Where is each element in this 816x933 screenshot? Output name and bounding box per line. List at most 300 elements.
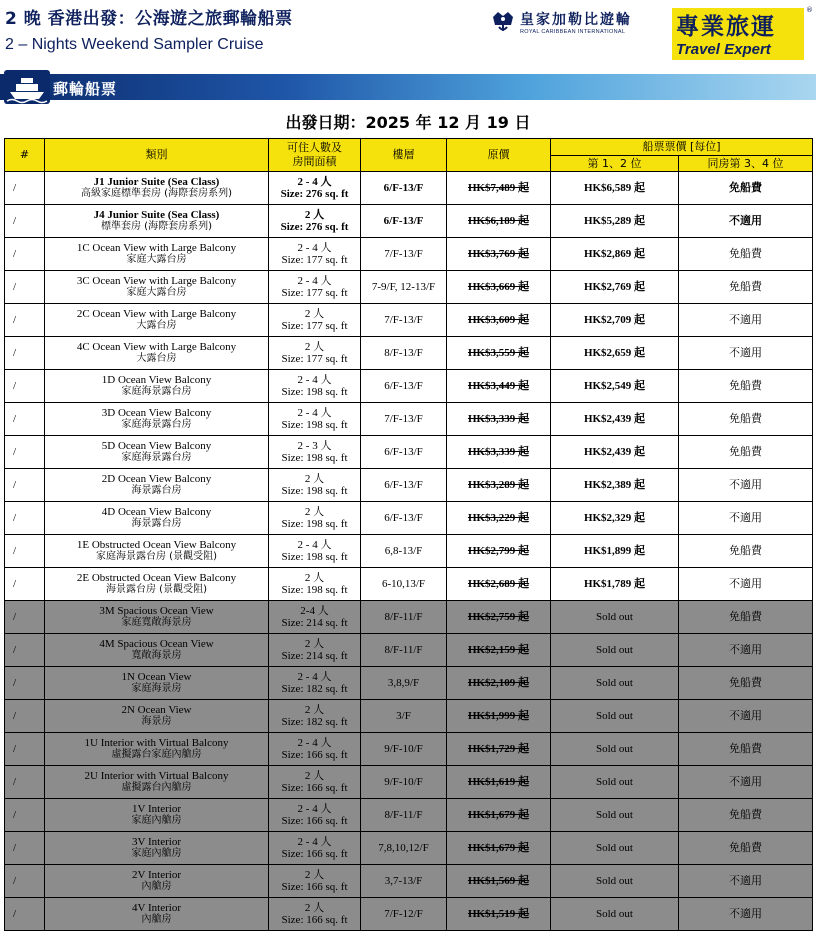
row-number: / <box>5 634 45 667</box>
occupancy-cell <box>269 766 361 799</box>
cabin-category-cn: 高級家庭標準套房 (海際套房系列) <box>81 188 232 199</box>
deck: 3,7-13/F <box>361 865 447 898</box>
original-price: HK$2,109 起 <box>447 667 551 700</box>
cabin-category-en: 3C Ocean View with Large Balcony <box>76 275 237 287</box>
row-number: / <box>5 700 45 733</box>
cabin-category-cn: 海景露台房 (景觀受阻) <box>106 584 207 595</box>
occupancy: 2-4 人 <box>300 605 329 617</box>
occupancy: 2 - 4 人 <box>297 836 332 848</box>
original-price: HK$2,689 起 <box>447 568 551 601</box>
cabin-category <box>45 799 269 832</box>
cabin-category-en: 2E Obstructed Ocean View Balcony <box>76 572 237 584</box>
fare-guest-3-4: 不適用 <box>679 898 813 931</box>
occupancy: 2 人 <box>304 572 325 584</box>
cabin-category-en: 2N Ocean View <box>121 704 192 716</box>
fare-guest-1-2: Sold out <box>551 733 679 766</box>
fare-guest-3-4: 不適用 <box>679 469 813 502</box>
occupancy: 2 - 4 人 <box>297 539 332 551</box>
row-number: / <box>5 601 45 634</box>
original-price: HK$3,229 起 <box>447 502 551 535</box>
rci-name-en: ROYAL CARIBBEAN INTERNATIONAL <box>520 29 626 35</box>
cabin-size: Size: 166 sq. ft <box>281 749 348 761</box>
row-number: / <box>5 205 45 238</box>
fare-guest-3-4: 免船費 <box>679 436 813 469</box>
row-number: / <box>5 865 45 898</box>
cabin-category-en: 4D Ocean View Balcony <box>101 506 212 518</box>
table-row <box>5 469 813 502</box>
fare-guest-1-2: Sold out <box>551 898 679 931</box>
occupancy-cell <box>269 304 361 337</box>
row-number: / <box>5 832 45 865</box>
fare-guest-1-2: Sold out <box>551 601 679 634</box>
fare-guest-3-4: 免船費 <box>679 271 813 304</box>
cabin-category-en: 4C Ocean View with Large Balcony <box>76 341 237 353</box>
fare-guest-3-4: 免船費 <box>679 172 813 205</box>
deck: 8/F-11/F <box>361 601 447 634</box>
occupancy: 2 人 <box>304 341 325 353</box>
cabin-size: Size: 276 sq. ft <box>280 188 349 200</box>
cabin-category <box>45 865 269 898</box>
occupancy-cell <box>269 337 361 370</box>
cabin-category <box>45 436 269 469</box>
occupancy: 2 - 3 人 <box>297 440 332 452</box>
occupancy-cell <box>269 667 361 700</box>
fare-guest-1-2: HK$2,549 起 <box>551 370 679 403</box>
occupancy-cell <box>269 832 361 865</box>
cabin-size: Size: 182 sq. ft <box>281 683 348 695</box>
page-title: 2 晚 香港出發：公海遊之旅郵輪船票 <box>5 9 293 29</box>
cabin-category-cn: 家庭海景房 <box>131 683 182 694</box>
table-row <box>5 238 813 271</box>
cabin-size: Size: 166 sq. ft <box>281 881 348 893</box>
fare-guest-1-2: HK$2,439 起 <box>551 436 679 469</box>
row-number: / <box>5 799 45 832</box>
cabin-category-cn: 家庭內艙房 <box>131 815 182 826</box>
fare-guest-1-2: Sold out <box>551 799 679 832</box>
royal-caribbean-logo <box>490 8 640 38</box>
cabin-category <box>45 766 269 799</box>
cabin-category-cn: 內艙房 <box>141 881 172 892</box>
original-price: HK$3,609 起 <box>447 304 551 337</box>
original-price: HK$3,289 起 <box>447 469 551 502</box>
table-row <box>5 865 813 898</box>
cabin-category-cn: 家庭海景露台房 <box>121 386 192 397</box>
fare-guest-3-4: 不適用 <box>679 700 813 733</box>
deck: 7/F-13/F <box>361 238 447 271</box>
occupancy: 2 - 4 人 <box>297 737 332 749</box>
original-price: HK$2,159 起 <box>447 634 551 667</box>
occupancy: 2 人 <box>304 638 325 650</box>
deck: 6/F-13/F <box>361 205 447 238</box>
table-row <box>5 436 813 469</box>
occupancy-cell <box>269 238 361 271</box>
cabin-category <box>45 700 269 733</box>
header-guest-1-2: 第 1、2 位 <box>551 156 679 172</box>
cabin-category <box>45 502 269 535</box>
occupancy-cell <box>269 403 361 436</box>
fare-guest-3-4: 免船費 <box>679 535 813 568</box>
fare-guest-3-4: 免船費 <box>679 733 813 766</box>
cabin-category <box>45 370 269 403</box>
cabin-size: Size: 198 sq. ft <box>281 518 348 530</box>
deck: 3,8,9/F <box>361 667 447 700</box>
occupancy-cell <box>269 799 361 832</box>
cabin-category-en: 1U Interior with Virtual Balcony <box>84 737 229 749</box>
occupancy-cell <box>269 271 361 304</box>
cabin-category-cn: 大露台房 <box>136 353 177 364</box>
occupancy-cell <box>269 568 361 601</box>
original-price: HK$2,799 起 <box>447 535 551 568</box>
cabin-category <box>45 832 269 865</box>
deck: 6/F-13/F <box>361 370 447 403</box>
row-number: / <box>5 436 45 469</box>
cabin-size: Size: 198 sq. ft <box>281 386 348 398</box>
original-price: HK$3,449 起 <box>447 370 551 403</box>
cabin-category-cn: 大露台房 <box>136 320 177 331</box>
fare-guest-1-2: HK$2,389 起 <box>551 469 679 502</box>
cabin-size: Size: 198 sq. ft <box>281 419 348 431</box>
original-price: HK$2,759 起 <box>447 601 551 634</box>
header-occupancy: 可住人數及 房間面積 <box>269 139 361 172</box>
fare-guest-1-2: HK$2,329 起 <box>551 502 679 535</box>
cabin-category-en: 1E Obstructed Ocean View Balcony <box>76 539 237 551</box>
occupancy-cell <box>269 535 361 568</box>
fare-guest-1-2: HK$5,289 起 <box>551 205 679 238</box>
original-price: HK$3,669 起 <box>447 271 551 304</box>
cabin-category-cn: 家庭海景露台房 <box>121 452 192 463</box>
occupancy: 2 - 4 人 <box>297 242 332 254</box>
cabin-category-cn: 家庭寬敞海景房 <box>121 617 192 628</box>
fare-guest-1-2: HK$1,789 起 <box>551 568 679 601</box>
deck: 6,8-13/F <box>361 535 447 568</box>
row-number: / <box>5 535 45 568</box>
cabin-size: Size: 166 sq. ft <box>281 782 348 794</box>
original-price: HK$1,569 起 <box>447 865 551 898</box>
cabin-size: Size: 166 sq. ft <box>281 848 348 860</box>
cabin-category-en: 5D Ocean View Balcony <box>101 440 212 452</box>
fare-guest-3-4: 免船費 <box>679 832 813 865</box>
cabin-category-en: 4M Spacious Ocean View <box>99 638 214 650</box>
header-category: 類別 <box>45 139 269 172</box>
original-price: HK$1,619 起 <box>447 766 551 799</box>
deck: 7,8,10,12/F <box>361 832 447 865</box>
table-row <box>5 700 813 733</box>
cabin-category <box>45 172 269 205</box>
header-original-price: 原價 <box>447 139 551 172</box>
cabin-category <box>45 535 269 568</box>
cabin-category-cn: 家庭海景露台房 (景觀受阻) <box>96 551 217 562</box>
cabin-category-cn: 標準套房 (海際套房系列) <box>101 221 212 232</box>
fare-guest-1-2: Sold out <box>551 832 679 865</box>
fare-table <box>4 138 813 931</box>
cabin-size: Size: 177 sq. ft <box>281 287 348 299</box>
rci-name-cn: 皇家加勒比遊輪 <box>520 12 632 28</box>
table-row <box>5 205 813 238</box>
table-row <box>5 535 813 568</box>
crown-anchor-icon <box>490 8 516 34</box>
cabin-category <box>45 733 269 766</box>
occupancy-cell <box>269 601 361 634</box>
table-row <box>5 667 813 700</box>
occupancy: 2 - 4 人 <box>297 374 332 386</box>
fare-guest-3-4: 免船費 <box>679 238 813 271</box>
deck: 6/F-13/F <box>361 502 447 535</box>
row-number: / <box>5 271 45 304</box>
cabin-category-en: 3M Spacious Ocean View <box>99 605 214 617</box>
cabin-category-cn: 虛擬露台家庭內艙房 <box>111 749 202 760</box>
cabin-category-cn: 海景房 <box>141 716 172 727</box>
deck: 9/F-10/F <box>361 766 447 799</box>
fare-guest-1-2: Sold out <box>551 634 679 667</box>
original-price: HK$1,679 起 <box>447 832 551 865</box>
occupancy-cell <box>269 634 361 667</box>
deck: 8/F-13/F <box>361 337 447 370</box>
cabin-category-en: 2D Ocean View Balcony <box>101 473 212 485</box>
cabin-category-en: 1C Ocean View with Large Balcony <box>76 242 237 254</box>
cabin-category-cn: 海景露台房 <box>131 485 182 496</box>
cabin-category <box>45 238 269 271</box>
table-row <box>5 799 813 832</box>
occupancy-cell <box>269 370 361 403</box>
travel-expert-cn: 專業旅運 <box>676 14 776 40</box>
occupancy-cell <box>269 700 361 733</box>
cabin-category-en: J4 Junior Suite (Sea Class) <box>93 209 220 221</box>
cabin-category-en: J1 Junior Suite (Sea Class) <box>93 176 220 188</box>
occupancy-cell <box>269 436 361 469</box>
table-row <box>5 271 813 304</box>
cabin-category-cn: 虛擬露台內艙房 <box>121 782 192 793</box>
original-price: HK$3,559 起 <box>447 337 551 370</box>
occupancy-cell <box>269 502 361 535</box>
occupancy: 2 人 <box>304 869 325 881</box>
cabin-category <box>45 271 269 304</box>
occupancy: 2 - 4 人 <box>297 176 332 188</box>
fare-rows <box>5 172 813 931</box>
cabin-size: Size: 166 sq. ft <box>281 815 348 827</box>
row-number: / <box>5 304 45 337</box>
row-number: / <box>5 172 45 205</box>
occupancy-cell <box>269 733 361 766</box>
cabin-category-en: 2V Interior <box>132 869 181 881</box>
cabin-category-cn: 家庭大露台房 <box>126 254 187 265</box>
occupancy-cell <box>269 865 361 898</box>
cabin-category <box>45 205 269 238</box>
occupancy: 2 人 <box>304 209 325 221</box>
cabin-size: Size: 166 sq. ft <box>281 914 348 926</box>
deck: 6/F-13/F <box>361 172 447 205</box>
fare-guest-3-4: 不適用 <box>679 865 813 898</box>
cabin-size: Size: 182 sq. ft <box>281 716 348 728</box>
table-row <box>5 403 813 436</box>
cabin-category <box>45 469 269 502</box>
cabin-category <box>45 634 269 667</box>
table-row <box>5 766 813 799</box>
deck: 8/F-11/F <box>361 799 447 832</box>
table-row <box>5 502 813 535</box>
cabin-size: Size: 198 sq. ft <box>281 485 348 497</box>
banner-title: 郵輪船票 <box>53 80 118 98</box>
table-row <box>5 832 813 865</box>
fare-guest-3-4: 不適用 <box>679 337 813 370</box>
cabin-size: Size: 276 sq. ft <box>280 221 349 233</box>
header-deck: 樓層 <box>361 139 447 172</box>
original-price: HK$3,769 起 <box>447 238 551 271</box>
header-guest-3-4: 同房第 3、4 位 <box>679 156 813 172</box>
fare-guest-1-2: Sold out <box>551 766 679 799</box>
header-fare-group: 船票票價 [每位] <box>551 139 813 156</box>
occupancy: 2 - 4 人 <box>297 407 332 419</box>
original-price: HK$7,489 起 <box>447 172 551 205</box>
deck: 6/F-13/F <box>361 469 447 502</box>
fare-guest-1-2: HK$1,899 起 <box>551 535 679 568</box>
fare-guest-1-2: HK$6,589 起 <box>551 172 679 205</box>
deck: 3/F <box>361 700 447 733</box>
fare-guest-3-4: 不適用 <box>679 766 813 799</box>
fare-guest-3-4: 免船費 <box>679 370 813 403</box>
cabin-category-cn: 家庭內艙房 <box>131 848 182 859</box>
deck: 7/F-12/F <box>361 898 447 931</box>
cabin-category-en: 4V Interior <box>132 902 181 914</box>
table-row <box>5 304 813 337</box>
travel-expert-logo <box>672 8 804 60</box>
deck: 9/F-10/F <box>361 733 447 766</box>
fare-guest-1-2: Sold out <box>551 865 679 898</box>
table-row <box>5 733 813 766</box>
occupancy: 2 人 <box>304 473 325 485</box>
fare-guest-3-4: 不適用 <box>679 502 813 535</box>
ship-icon <box>4 70 50 104</box>
deck: 8/F-11/F <box>361 634 447 667</box>
fare-guest-1-2: Sold out <box>551 667 679 700</box>
occupancy: 2 人 <box>304 506 325 518</box>
original-price: HK$1,729 起 <box>447 733 551 766</box>
row-number: / <box>5 238 45 271</box>
fare-guest-3-4: 不適用 <box>679 304 813 337</box>
table-row <box>5 172 813 205</box>
row-number: / <box>5 502 45 535</box>
cabin-category-en: 1N Ocean View <box>121 671 192 683</box>
cabin-category-en: 3D Ocean View Balcony <box>101 407 212 419</box>
banner-bar <box>0 74 816 100</box>
deck: 7-9/F, 12-13/F <box>361 271 447 304</box>
occupancy: 2 人 <box>304 704 325 716</box>
occupancy-cell <box>269 205 361 238</box>
fare-guest-3-4: 免船費 <box>679 403 813 436</box>
table-row <box>5 337 813 370</box>
row-number: / <box>5 337 45 370</box>
fare-guest-1-2: HK$2,439 起 <box>551 403 679 436</box>
cabin-category <box>45 568 269 601</box>
fare-guest-3-4: 不適用 <box>679 205 813 238</box>
cabin-size: Size: 198 sq. ft <box>281 551 348 563</box>
deck: 6-10,13/F <box>361 568 447 601</box>
fare-guest-1-2: Sold out <box>551 700 679 733</box>
header-hash: # <box>5 139 45 172</box>
original-price: HK$6,189 起 <box>447 205 551 238</box>
deck: 7/F-13/F <box>361 403 447 436</box>
row-number: / <box>5 568 45 601</box>
row-number: / <box>5 403 45 436</box>
cabin-size: Size: 177 sq. ft <box>281 254 348 266</box>
occupancy: 2 - 4 人 <box>297 275 332 287</box>
row-number: / <box>5 733 45 766</box>
cabin-category-cn: 寬敞海景房 <box>131 650 182 661</box>
cabin-category-en: 3V Interior <box>132 836 181 848</box>
fare-guest-1-2: HK$2,709 起 <box>551 304 679 337</box>
page-subtitle: 2 – Nights Weekend Sampler Cruise <box>5 36 264 53</box>
occupancy: 2 人 <box>304 902 325 914</box>
deck: 7/F-13/F <box>361 304 447 337</box>
table-row <box>5 634 813 667</box>
row-number: / <box>5 469 45 502</box>
cabin-category-en: 1V Interior <box>132 803 181 815</box>
cabin-size: Size: 214 sq. ft <box>281 650 348 662</box>
cabin-size: Size: 177 sq. ft <box>281 353 348 365</box>
cabin-category-cn: 家庭大露台房 <box>126 287 187 298</box>
fare-guest-1-2: HK$2,769 起 <box>551 271 679 304</box>
cabin-category-en: 1D Ocean View Balcony <box>101 374 212 386</box>
cabin-category-en: 2U Interior with Virtual Balcony <box>84 770 229 782</box>
table-row <box>5 601 813 634</box>
occupancy-cell <box>269 898 361 931</box>
fare-guest-3-4: 免船費 <box>679 667 813 700</box>
fare-guest-3-4: 免船費 <box>679 799 813 832</box>
cabin-category-cn: 內艙房 <box>141 914 172 925</box>
deck: 6/F-13/F <box>361 436 447 469</box>
cabin-size: Size: 214 sq. ft <box>281 617 348 629</box>
row-number: / <box>5 766 45 799</box>
cabin-category <box>45 898 269 931</box>
departure-date: 出發日期：2025 年 12 月 19 日 <box>285 113 531 132</box>
original-price: HK$3,339 起 <box>447 436 551 469</box>
cabin-category <box>45 337 269 370</box>
fare-guest-3-4: 不適用 <box>679 568 813 601</box>
original-price: HK$3,339 起 <box>447 403 551 436</box>
cabin-category <box>45 304 269 337</box>
occupancy: 2 - 4 人 <box>297 671 332 683</box>
occupancy-cell <box>269 172 361 205</box>
table-row <box>5 370 813 403</box>
fare-guest-1-2: HK$2,869 起 <box>551 238 679 271</box>
cabin-category-cn: 家庭海景露台房 <box>121 419 192 430</box>
cabin-size: Size: 198 sq. ft <box>281 452 348 464</box>
fare-guest-3-4: 免船費 <box>679 601 813 634</box>
cabin-category-en: 2C Ocean View with Large Balcony <box>76 308 237 320</box>
fare-guest-1-2: HK$2,659 起 <box>551 337 679 370</box>
original-price: HK$1,999 起 <box>447 700 551 733</box>
cabin-size: Size: 177 sq. ft <box>281 320 348 332</box>
cabin-category <box>45 667 269 700</box>
occupancy: 2 人 <box>304 308 325 320</box>
occupancy: 2 人 <box>304 770 325 782</box>
table-row <box>5 568 813 601</box>
section-banner <box>0 70 816 104</box>
original-price: HK$1,679 起 <box>447 799 551 832</box>
row-number: / <box>5 370 45 403</box>
fare-guest-3-4: 不適用 <box>679 634 813 667</box>
row-number: / <box>5 667 45 700</box>
cabin-category <box>45 601 269 634</box>
occupancy-cell <box>269 469 361 502</box>
cabin-category-cn: 海景露台房 <box>131 518 182 529</box>
travel-expert-en: Travel Expert <box>676 41 771 58</box>
cabin-size: Size: 198 sq. ft <box>281 584 348 596</box>
table-row <box>5 898 813 931</box>
cabin-category <box>45 403 269 436</box>
registered-mark: ® <box>806 6 813 14</box>
original-price: HK$1,519 起 <box>447 898 551 931</box>
occupancy: 2 - 4 人 <box>297 803 332 815</box>
